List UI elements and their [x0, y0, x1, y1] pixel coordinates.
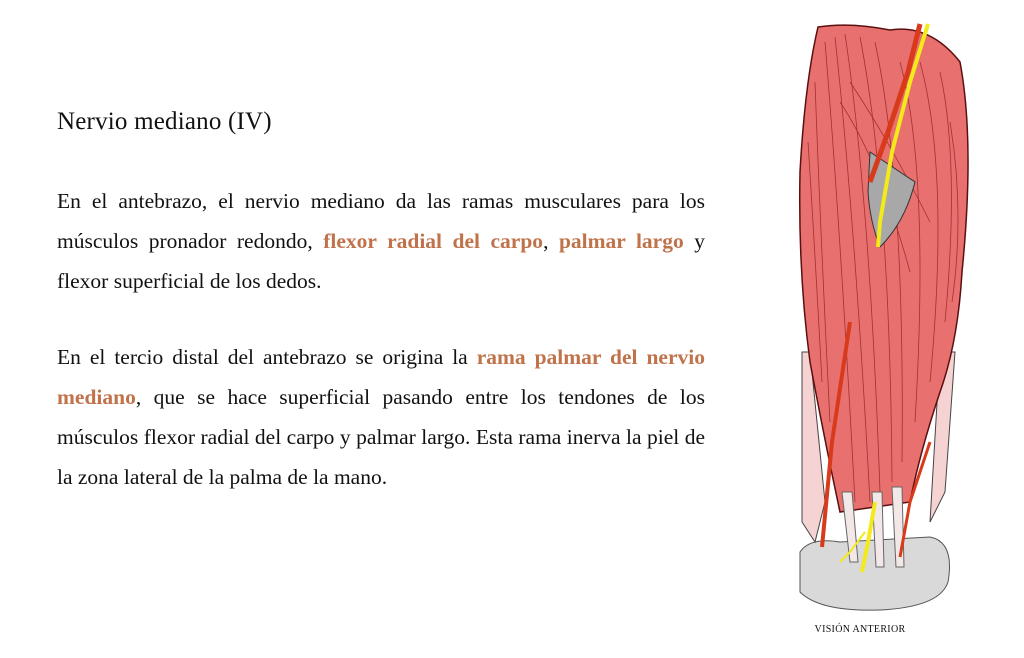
figure-caption: VISIÓN ANTERIOR — [814, 624, 906, 635]
paragraph-2 — [57, 337, 705, 497]
paragraph-1 — [57, 181, 705, 301]
paragraph-2-text-b: , que se hace superficial pasando entre los tendones de los músculos flexor radial del carpo y palmar largo. Esta rama inerva la piel de la zona lateral de la palma de la mano. — [57, 385, 705, 489]
page-title: Nervio mediano (IV) — [57, 108, 272, 135]
paragraph-1-text-b: , — [543, 229, 559, 253]
paragraph-2-text-a: En el tercio distal del antebrazo se origina la — [57, 345, 477, 369]
forearm-illustration — [780, 22, 970, 614]
paragraph-1-text-a: En el antebrazo, el nervio mediano da las ramas musculares para los músculos pronador redondo, — [57, 189, 705, 253]
paragraph-1-text-c: y flexor superficial de los dedos. — [57, 229, 705, 293]
text-column — [57, 108, 705, 533]
term-flexor-radial: flexor radial del carpo — [323, 229, 544, 253]
term-rama-palmar: rama palmar del nervio mediano — [57, 345, 705, 409]
term-palmar-largo: palmar largo — [558, 229, 684, 253]
